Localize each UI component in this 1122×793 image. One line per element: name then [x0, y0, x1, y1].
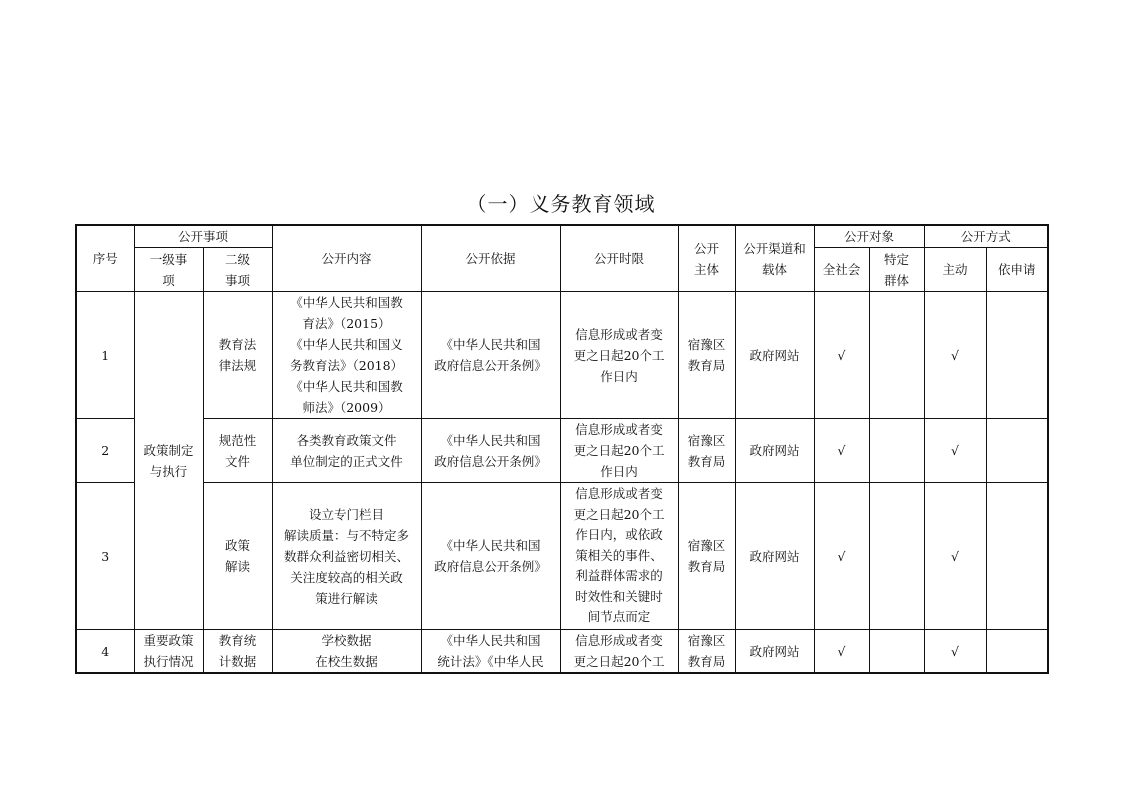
header-content: 公开内容	[272, 225, 421, 292]
subject-cell: 宿豫区 教育局	[678, 292, 735, 419]
check-mark-all: √	[814, 630, 869, 674]
row-seq: 4	[76, 630, 134, 674]
content-cell: 设立专门栏目 解读质量：与不特定多 数群众利益密切相关、 关注度较高的相关政 策进行解读	[272, 483, 421, 630]
header-target-specific: 特定 群体	[869, 248, 924, 292]
table-row	[76, 292, 1048, 419]
level1-cell: 政策制定 与执行	[134, 292, 203, 630]
header-method-request: 依申请	[986, 248, 1048, 292]
header-level1: 一级事 项	[134, 248, 203, 292]
row-seq: 2	[76, 419, 134, 483]
disclosure-table	[75, 224, 1049, 674]
target-specific-cell	[869, 419, 924, 483]
content-cell: 各类教育政策文件 单位制定的正式文件	[272, 419, 421, 483]
header-method-active: 主动	[924, 248, 986, 292]
request-cell	[986, 419, 1048, 483]
basis-cell: 《中华人民共和国 政府信息公开条例》	[421, 419, 560, 483]
header-time-limit: 公开时限	[560, 225, 678, 292]
header-level2: 二级 事项	[203, 248, 272, 292]
time-limit-cell: 信息形成或者变 更之日起20个工	[560, 630, 678, 674]
header-basis: 公开依据	[421, 225, 560, 292]
page-title: （一）义务教育领域	[466, 192, 656, 216]
basis-cell: 《中华人民共和国 政府信息公开条例》	[421, 483, 560, 630]
table-row	[76, 419, 1048, 483]
target-specific-cell	[869, 292, 924, 419]
subject-cell: 宿豫区 教育局	[678, 630, 735, 674]
basis-cell: 《中华人民共和国 政府信息公开条例》	[421, 292, 560, 419]
time-limit-cell: 信息形成或者变 更之日起20个工 作日内，或依政 策相关的事件、 利益群体需求的 时效性和关键时 间节点而定	[560, 483, 678, 630]
time-limit-cell: 信息形成或者变 更之日起20个工 作日内	[560, 292, 678, 419]
level2-cell: 规范性 文件	[203, 419, 272, 483]
header-item-group: 公开事项	[134, 225, 272, 248]
content-cell: 学校数据 在校生数据	[272, 630, 421, 674]
header-target-group: 公开对象	[814, 225, 924, 248]
check-mark-active: √	[924, 292, 986, 419]
header-channel: 公开渠道和 载体	[735, 225, 814, 292]
header-target-all: 全社会	[814, 248, 869, 292]
channel-cell: 政府网站	[735, 630, 814, 674]
target-specific-cell	[869, 483, 924, 630]
check-mark-all: √	[814, 483, 869, 630]
row-seq: 1	[76, 292, 134, 419]
check-mark-active: √	[924, 483, 986, 630]
level2-cell: 教育统 计数据	[203, 630, 272, 674]
request-cell	[986, 630, 1048, 674]
channel-cell: 政府网站	[735, 292, 814, 419]
row-seq: 3	[76, 483, 134, 630]
level2-cell: 政策 解读	[203, 483, 272, 630]
header-subject: 公开 主体	[678, 225, 735, 292]
channel-cell: 政府网站	[735, 483, 814, 630]
table-row	[76, 483, 1048, 630]
request-cell	[986, 292, 1048, 419]
content-cell: 《中华人民共和国教 育法》（2015） 《中华人民共和国义 务教育法》（2018） 《中华人民共和国教 师法》（2009）	[272, 292, 421, 419]
subject-cell: 宿豫区 教育局	[678, 483, 735, 630]
header-method-group: 公开方式	[924, 225, 1048, 248]
header-seq: 序号	[76, 225, 134, 292]
level1-cell: 重要政策 执行情况	[134, 630, 203, 674]
check-mark-active: √	[924, 630, 986, 674]
basis-cell: 《中华人民共和国 统计法》《中华人民	[421, 630, 560, 674]
check-mark-all: √	[814, 419, 869, 483]
request-cell	[986, 483, 1048, 630]
subject-cell: 宿豫区 教育局	[678, 419, 735, 483]
check-mark-all: √	[814, 292, 869, 419]
channel-cell: 政府网站	[735, 419, 814, 483]
table-row	[76, 630, 1048, 674]
level2-cell: 教育法 律法规	[203, 292, 272, 419]
check-mark-active: √	[924, 419, 986, 483]
time-limit-cell: 信息形成或者变 更之日起20个工 作日内	[560, 419, 678, 483]
target-specific-cell	[869, 630, 924, 674]
